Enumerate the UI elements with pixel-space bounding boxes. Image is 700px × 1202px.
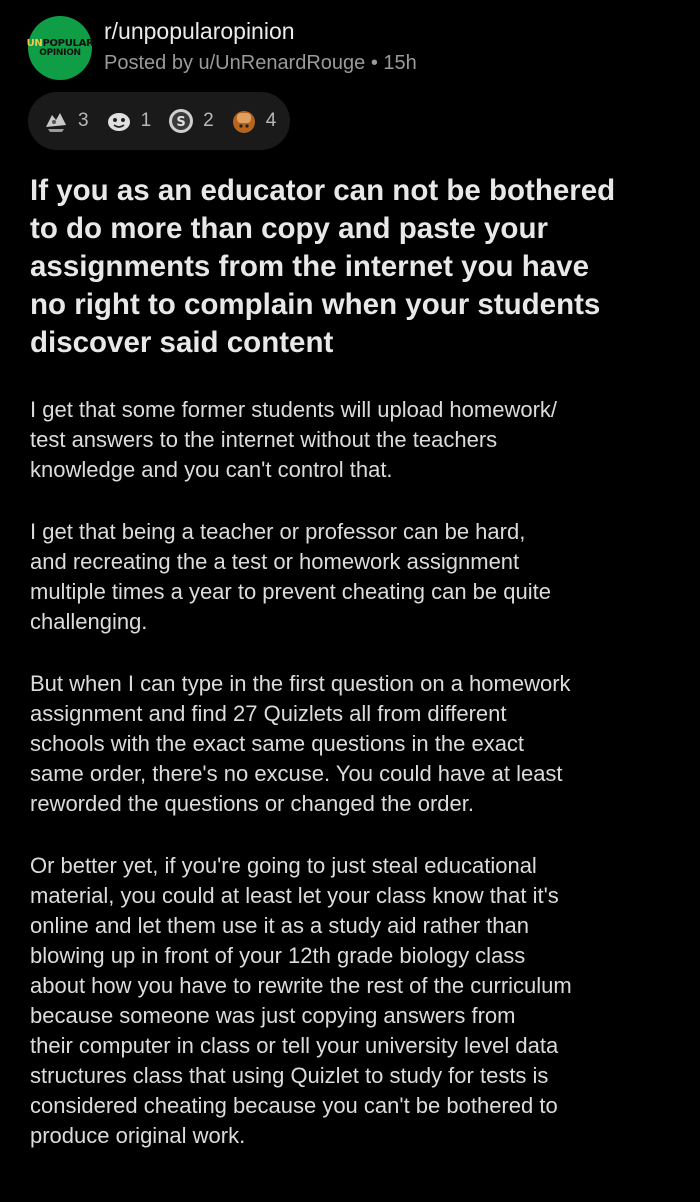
- subreddit-icon-prefix: UN: [26, 37, 43, 49]
- subreddit-name[interactable]: r/unpopularopinion: [104, 18, 295, 44]
- post-paragraph: I get that being a teacher or professor can be hard, and recreating the a test or homework assignment multiple times a year to prevent cheating can be quite challenging.: [30, 519, 551, 634]
- award-facepalm[interactable]: [230, 107, 277, 135]
- post-paragraph: But when I can type in the first question on a homework assignment and find 27 Quizlets all from different schools with the exact same questions in the exact same order, there's no excuse. You could have at least reworded the questions or changed the order.: [30, 671, 571, 816]
- subreddit-icon-line2: OPINION: [39, 47, 81, 58]
- award-silver[interactable]: [167, 107, 214, 135]
- post-paragraph: Or better yet, if you're going to just steal educational material, you could at least let your class know that it's online and let them use it as a study aid rather than blowing up in front of your 12th grade biology class about how you have to rewrite the rest of the curriculum because someone was just copying answers from their computer in class or tell your university level data structures class that using Quizlet to study for tests is considered cheating because you can't be bothered to produce original work.: [30, 853, 572, 1148]
- subreddit-icon[interactable]: [28, 16, 92, 80]
- award-wholesome[interactable]: [42, 107, 89, 135]
- facepalm-award-icon: [230, 107, 258, 135]
- wholesome-award-icon: [42, 107, 70, 135]
- award-helpful[interactable]: [105, 107, 152, 135]
- post-age: 15h: [383, 52, 417, 74]
- award-count: 1: [140, 110, 152, 131]
- award-count: 2: [203, 110, 214, 131]
- meta-separator: •: [370, 52, 378, 74]
- post-paragraph: I get that some former students will upload homework/ test answers to the internet without the teachers knowledge and you can't control that.: [30, 397, 558, 482]
- award-count: 3: [78, 110, 89, 131]
- post-meta: [104, 52, 417, 75]
- post-title: If you as an educator can not be bothered to do more than copy and paste your assignments from the internet you have no right to complain when your students discover said content: [30, 174, 616, 359]
- helpful-award-icon: [105, 107, 133, 135]
- post-body: [30, 395, 675, 1183]
- subreddit-icon-line1: POPULAR: [42, 37, 94, 49]
- posted-by-link[interactable]: Posted by u/UnRenardRouge: [104, 52, 366, 74]
- svg-text:S: S: [176, 115, 186, 130]
- awards-bar[interactable]: [28, 92, 290, 150]
- post-header: [28, 16, 668, 86]
- award-count: 4: [265, 110, 277, 131]
- silver-award-icon: [167, 107, 195, 135]
